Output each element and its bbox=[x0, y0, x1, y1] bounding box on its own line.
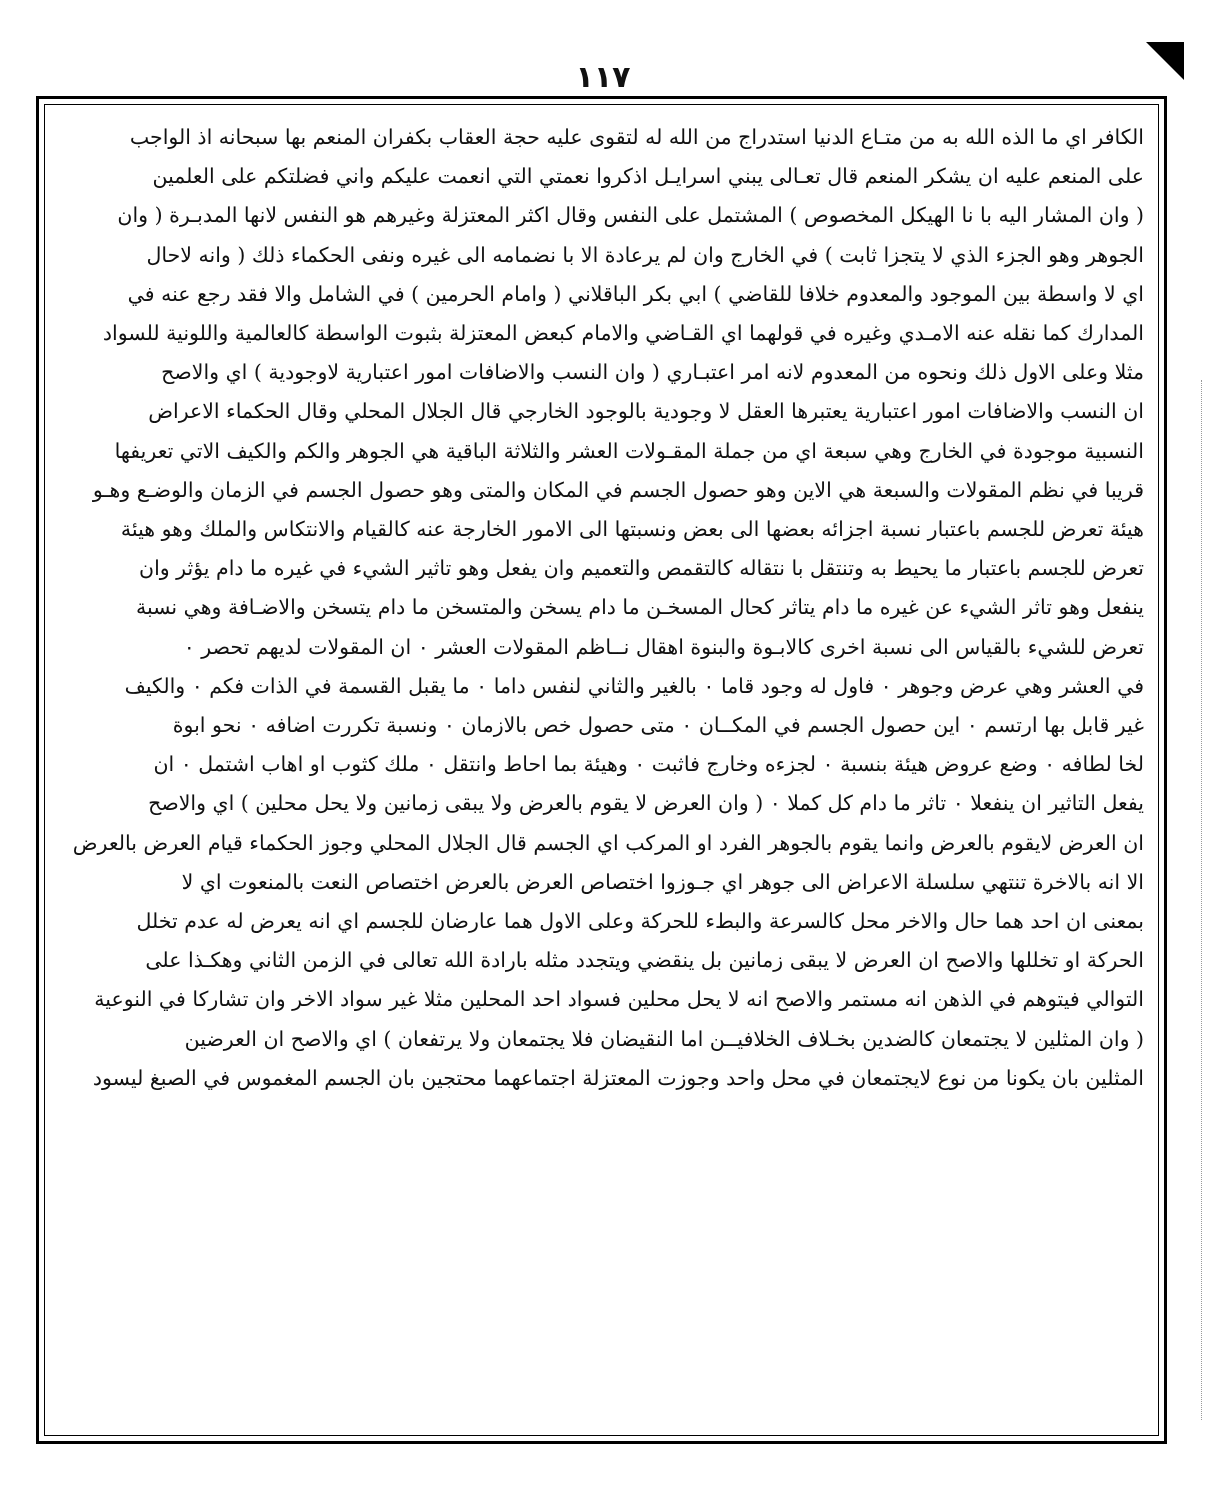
text-line: الكافر اي ما الذه الله به من متـاع الدنيا استدراج من الله له لتقوى عليه حجة العقاب بكفران المنعم بها سبحانه اذ الواجب bbox=[129, 125, 1144, 149]
text-line: ( وان المشار اليه با نا الهيكل المخصوص ) المشتمل على النفس وقال اكثر المعتزلة وغيرهم هو النفس لانها المدبـرة ( وان bbox=[117, 203, 1144, 228]
text-line: اي لا واسطة بين الموجود والمعدوم خلافا للقاضي ) ابي بكر الباقلاني ( وامام الحرمين ) في الشامل والا فقد رجع عنه في bbox=[127, 281, 1144, 306]
text-line: يفعل التاثير ان ينفعلا ٠ تاثر ما دام كل كملا ٠ ( وان العرض لا يقوم بالعرض ولا يبقى زمانين ولا يحل محلين ) اي والاصح bbox=[148, 791, 1144, 816]
corner-triangle-mark bbox=[1146, 42, 1184, 80]
text-line: ( وان المثلين لا يجتمعان كالضدين بخـلاف الخلافيــن اما النقيضان فلا يجتمعان ولا يرتفعان ) اي والاصح ان العرضين bbox=[184, 1026, 1144, 1051]
page-number: ١١٧ bbox=[575, 60, 631, 95]
text-line: هيئة تعرض للجسم باعتبار نسبة اجزائه بعضها الى بعض ونسبتها الى الامور الخارجة عنه كالقيام والانتكاس والملك وهو هيئة bbox=[120, 517, 1144, 542]
text-line: ان النسب والاضافات امور اعتبارية يعتبرها العقل لا وجودية بالوجود الخارجي قال الجلال المحلي وقال الحكماء الاعراض bbox=[148, 399, 1144, 424]
text-line: الا انه بالاخرة تنتهي سلسلة الاعراض الى جوهر اي جـوزوا اختصاص العرض بالعرض اختصاص النعت بالمنعوت اي لا bbox=[181, 869, 1144, 894]
text-line: الجوهر وهو الجزء الذي لا يتجزا ثابت ) في الخارج وان لم يرعادة الا با نضمامه الى غيره ونفى الحكماء ذلك ( وانه لاحال bbox=[146, 242, 1144, 267]
text-line: المدارك كما نقله عنه الامـدي وغيره في قولهما اي القـاضي والامام كبعض المعتزلة بثبوت الواسطة كالعالمية واللونية للسواد bbox=[102, 321, 1144, 346]
text-line: المثلين بان يكونا من نوع لايجتمعان في محل واحد وجوزت المعتزلة اجتماعهما محتجين بان الجسم المغموس في الصبغ ليسود bbox=[92, 1065, 1144, 1090]
text-line: ان العرض لايقوم بالعرض وانما يقوم بالجوهر الفرد او المركب اي الجسم قال الجلال المحلي وجوز الحكماء قيام العرض بالعرض bbox=[72, 830, 1144, 855]
text-line: التوالي فيتوهم في الذهن انه مستمر والاصح انه لا يحل محلين فسواد احد المحلين مثلا غير سواد الاخر وان تشاركا في النوعية bbox=[94, 987, 1144, 1012]
text-line: في العشر وهي عرض وجوهر ٠ فاول له وجود قاما ٠ بالغير والثاني لنفس داما ٠ ما يقبل القسمة في الذات فكم ٠ والكيف bbox=[124, 673, 1144, 698]
text-line: غير قابل بها ارتسم ٠ اين حصول الجسم في المكــان ٠ متى حصول خص بالازمان ٠ ونسبة تكررت اضافه ٠ نحو ابوة bbox=[172, 713, 1144, 738]
text-line: قريبا في نظم المقولات والسبعة هي الاين وهو حصول الجسم في المكان والمتى وهو حصول الجسم في الزمان والوضـع وهـو bbox=[92, 477, 1144, 502]
text-line: مثلا وعلى الاول ذلك ونحوه من المعدوم لانه امر اعتبـاري ( وان النسب والاضافات امور اعتبارية لاوجودية ) اي والاصح bbox=[161, 360, 1144, 385]
text-line: تعرض للشيء بالقياس الى نسبة اخرى كالابـوة والبنوة اهقال نــاظم المقولات العشر ٠ ان المقولات لديهم تحصر ٠ bbox=[183, 634, 1144, 659]
body-text bbox=[62, 118, 1144, 1428]
text-line: تعرض للجسم باعتبار ما يحيط به وتنتقل با نتقاله كالتقمص والتعميم وان يفعل وهو تاثير الشيء في غيره ما دام يؤثر وان bbox=[139, 556, 1144, 581]
text-line: بمعنى ان احد هما حال والاخر محل كالسرعة والبطء للحركة وعلى الاول هما عارضان للجسم اي انه يعرض له عدم تخلل bbox=[136, 909, 1144, 934]
text-line: على المنعم عليه ان يشكر المنعم قال تعـالى يبني اسرايـل اذكروا نعمتي التي انعمت عليكم واني فضلتكم على العلمين bbox=[152, 164, 1144, 189]
text-line: الحركة او تخللها والاصح ان العرض لا يبقى زمانين بل ينقضي ويتجدد مثله بارادة الله تعالى في الزمن الثاني وهكـذا على bbox=[145, 948, 1144, 973]
binding-edge-marks bbox=[1195, 380, 1202, 1420]
text-line: النسبية موجودة في الخارج وهي سبعة اي من جملة المقـولات العشر والثلاثة الباقية هي الجوهر والكم والكيف الاتي تعريفها bbox=[114, 438, 1144, 463]
text-line: لخا لطافه ٠ وضع عروض هيئة بنسبة ٠ لجزءه وخارج فاثبت ٠ وهيئة بما احاط وانتقل ٠ ملك كثوب او اهاب اشتمل ٠ ان bbox=[153, 752, 1144, 777]
text-line: ينفعل وهو تاثر الشيء عن غيره ما دام يتاثر كحال المسخـن ما دام يسخن والمتسخن ما دام يتسخن والاضـافة وهي نسبة bbox=[135, 595, 1144, 620]
